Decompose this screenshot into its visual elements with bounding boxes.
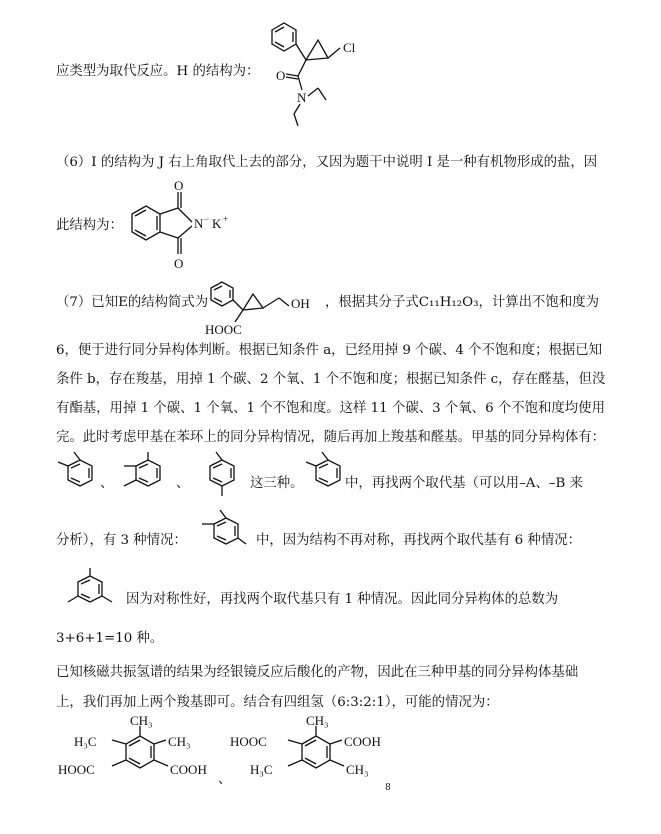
potassium-label: K	[212, 216, 222, 231]
text-line-7: 有酯基，用掉 1 个碳、1 个氧、1 个不饱和度。这样 11 个碳、3 个氧、6 个不饱和度均使用	[56, 401, 605, 416]
h3c-left-label: H₃C	[250, 762, 273, 777]
text-line-13: 已知核磁共振氢谱的结果为经银镜反应后酸化的产物，因此在三种甲基的同分异构体基础	[56, 665, 579, 680]
text-line-1: 应类型为取代反应。H 的结构为：	[56, 64, 260, 79]
mesitylene-structure	[60, 568, 120, 628]
text-line-3: 此结构为：	[56, 218, 123, 233]
text-line-10a: 分析），有 3 种情况：	[56, 533, 187, 548]
text-line-12: 3+6+1=10 种。	[56, 631, 164, 646]
nitrogen-label: N	[194, 216, 204, 231]
text-line-9d: 中，再找两个取代基（可以用–A、–B 来	[345, 476, 584, 491]
structure-h	[250, 18, 370, 128]
text-line-4b: ，根据其分子式C₁₁H₁₂O₃，计算出不饱和度为	[325, 295, 599, 310]
oxygen-top-label: O	[174, 178, 184, 193]
p-xylene-structure	[192, 452, 252, 512]
text-line-9b: 、	[176, 476, 190, 491]
potassium-charge: +	[223, 214, 229, 224]
structure-i-phthalimide-potassium	[120, 178, 290, 278]
cooh-left-label: HOOC	[230, 734, 267, 749]
final-structure-a	[56, 713, 226, 796]
final-structure-b	[228, 713, 408, 796]
cooh-right-label: COOH	[344, 734, 381, 749]
text-line-8: 完。此时考虑甲基在苯环上的同分异构情况，随后再加上羧基和醛基。甲基的同分异构体有：	[56, 430, 606, 445]
ch3-right-label: CH₃	[168, 734, 191, 749]
cooh-right-label: COOH	[170, 762, 207, 777]
hydroxyl-label: OH	[291, 296, 310, 311]
text-line-5: 6，便于进行同分异构体判断。根据已知条件 a，已经用掉 9 个碳、4 个不饱和度；根据已知	[56, 343, 603, 358]
m-xylene-structure-2	[196, 510, 256, 570]
text-line-11: 因为对称性好，再找两个取代基只有 1 种情况。因此同分异构体的总数为	[126, 592, 559, 607]
ch3-top-label: CH₃	[306, 713, 329, 728]
text-line-2: （6）I 的结构为 J 右上角取代上去的部分，又因为题干中说明 I 是一种有机物形成的盐，因	[56, 155, 598, 170]
ch3-right-label: CH₃	[346, 762, 369, 777]
oxygen-bottom-label: O	[174, 256, 184, 271]
structure-e	[205, 278, 325, 338]
page-number: 8	[385, 783, 391, 793]
cooh-left-label: HOOC	[58, 762, 95, 777]
text-line-9c: 这三种。	[250, 476, 304, 491]
carboxyl-label: HOOC	[205, 322, 242, 337]
h3c-left-label: H₃C	[74, 734, 97, 749]
text-line-15: 、	[218, 772, 232, 787]
text-line-9a: 、	[100, 476, 114, 491]
nitrogen-charge: −	[204, 214, 210, 224]
chlorine-label: Cl	[343, 40, 356, 55]
text-line-6: 条件 b，存在羧基，用掉 1 个碳、2 个氧、1 个不饱和度；根据已知条件 c，存在醛基，但没	[56, 372, 606, 387]
m-xylene-structure	[118, 452, 178, 512]
text-line-14: 上，我们再加上两个羧基即可。结合有四组氢（6:3:2:1），可能的情况为：	[56, 695, 499, 710]
nitrogen-label: N	[297, 90, 307, 105]
text-line-10b: 中，因为结构不再对称，再找两个取代基有 6 种情况：	[256, 533, 582, 548]
text-line-4a: （7）已知E的结构简式为	[56, 295, 209, 310]
oxygen-label: O	[276, 68, 286, 83]
ch3-top-label: CH₃	[130, 713, 153, 728]
